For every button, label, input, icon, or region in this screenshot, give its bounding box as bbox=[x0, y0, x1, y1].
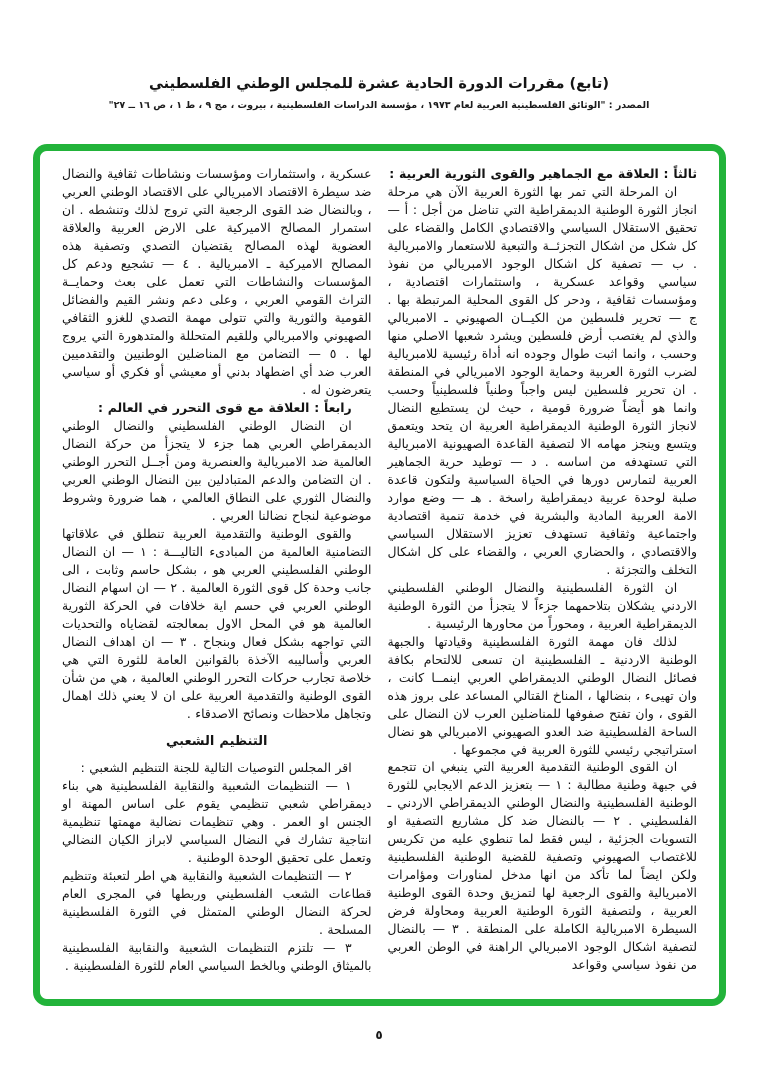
paragraph-continuation: عسكرية ، واستثمارات ومؤسسات ونشاطات ثقافية والنضال ضد سيطرة الاقتصاد الامبريالي على الاقتصاد الوطني العربي ، وبالنضال ضد القوى الرجعية التي تروج لذلك وتنشطه . ان استمرار المصالح الاميركية على الارض العربية والعلاقة العضوية لهذه المصالح يقتضيان التصدي وتصفية هذه المصالح الاميركية ـ الامبريالية . ٤ — تشجيع ودعم كل المؤسسات والنشاطات التي تعمل على بعث وحمايــة التراث القومي العربي ، وعلى دعم ونشر القيم والفضائل القومية والثورية والتي تتولى مهمة التصدي للغزو الثقافي الصهيوني والامبريالي وللقيم المتحللة والمتدهورة التي يروج لها . ٥ — التضامن مع المناضلين الوطنيين والتقدميين العرب ضد أي اضطهاد بدني أو معيشي أو فكري أو سياسي يتعرضون له . bbox=[62, 166, 372, 397]
column-right bbox=[388, 165, 698, 989]
paragraph: ٢ — التنظيمات الشعبية والنقابية هي اطر لتعبئة وتنظيم قطاعات الشعب الفلسطيني وربطها في المجرى العام لحركة النضال الوطني المتمثل في الثورة الفلسطينية المسلحة . bbox=[62, 868, 372, 938]
section-heading-third: ثالثاً : العلاقة مع الجماهير والقوى الثورية العربية : bbox=[389, 166, 697, 181]
content-border-box bbox=[33, 144, 726, 1006]
paragraph: لذلك فان مهمة الثورة الفلسطينية وقيادتها والجبهة الوطنية الاردنية ـ الفلسطينية ان تسعى للالتحام بكافة فصائل النضال الوطني الديمقراطي العربي اينمــا كانت ، وان تهيىء ، بنضالها ، المناخ القتالي المساعد على بروز هذه القوى ، وان تفتح صفوفها للمناضلين العرب لان النضال على الساحة الفلسطينية ضد العدو الصهيوني الامبريالي هو نضال استراتيجي رئيسي للثورة العربية في مجموعها . bbox=[387, 633, 697, 757]
paragraph: ان المرحلة التي تمر بها الثورة العربية الآن هي مرحلة انجاز الثورة الوطنية الديمقراطية التي تناضل من أجل : أ — تحقيق الاستقلال السياسي والاقتصادي الكامل والقضاء على كل شكل من اشكال التجزئــة والتبعية للاستعمار والامبريالية . ب — تصفية كل اشكال الوجود الامبريالي من نفوذ سياسي وقواعد عسكرية ، واستثمارات اقتصادية ، ومؤسسات ثقافية ، ودحر كل القوى المحلية المرتبطة بها . ج — تحرير فلسطين من الكيــان الصهيوني ـ الامبريالي والذي لم يغتصب أرض فلسطين ويشرد شعبها الاصلي منها وحسب ، وانما اثبت طوال وجوده انه أداة رئيسية للامبريالية لضرب الثورة العربية وحماية الوجود الامبريالي في المنطقة . ان تحرير فلسطين ليس واجباً وطنياً فلسطينياً وحسب وانما هو أيضاً ضرورة قومية ، حيث لن يستطيع النضال لانجاز الثورة الوطنية الديمقراطية العربية ان يتحد ويتعمق ويتسع وينجز مهامه الا لتصفية القاعدة الصهيونية الامبريالية التي تستهدفه من اساسه . د — توطيد حرية الجماهير العربية لتمارس دورها في الحياة السياسية ولتكون قاعدة صلبة لوحدة عربية ديمقراطية راسخة . هـ — وضع موارد الامة العربية المادية والبشرية في خدمة تنمية اقتصادية واجتماعية وثقافية تستهدف تعزيز الاستقلال السياسي والاقتصادي ، والحضاري العربي ، والقضاء على كل اشكال التخلف والتجزئة . bbox=[387, 183, 697, 577]
paragraph: والقوى الوطنية والتقدمية العربية تنطلق في علاقاتها التضامنية العالمية من المبادىء التاليـــة : ١ — ان النضال الوطني الفلسطيني العربي هو ، بشكل حاسم وثابت ، الى جانب وحدة كل قوى الثورة العالمية . ٢ — ان اسهام النضال الوطني العربي في حسم اية خلافات في الحركة الثورية العالمية هو في المحل الاول بمعالجته لقضاياه والتحديات التي تواجهه بشكل فعال وبنجاح . ٣ — ان اهداف النضال العربي وأساليبه الآخذة بالقوانين العامة للثورة التي هي خلاصة تجارب حركات التحرر الوطني العالمية ، هي من شأن القوى الوطنية والتقدمية العربية على ان لا يعني ذلك اهمال وتجاهل ملاحظات ونصائح الاصدقاء . bbox=[62, 525, 372, 721]
paragraph: ان النضال الوطني الفلسطيني والنضال الوطني الديمقراطي العربي هما جزء لا يتجزأ من حركة النضال العالمية ضد الامبريالية والعنصرية ومن أجــل التحرر الوطني . ان التضامن والدعم المتبادلين بين النضال الوطني العربي والنضال الثوري على النطاق العالمي ، هما ضرورة وشروط موضوعية لنجاح نضالنا العربي . bbox=[62, 417, 372, 523]
section-heading-popular-organization: التنظيم الشعبي bbox=[165, 733, 268, 749]
two-column-layout bbox=[40, 151, 719, 999]
document-title: (تابع) مقررات الدورة الحادية عشرة للمجلس الوطني الفلسطيني bbox=[149, 76, 609, 92]
paragraph: ١ — التنظيمات الشعبية والنقابية الفلسطينية هي بناء ديمقراطي شعبي تنظيمي يقوم على اساس المهنة او الجنس او العمر . وهي تنظيمات نضالية مهمتها تنظيمية انتاجية تشارك في النضال السياسي لابراز الكيان النضالي وتعمل على تحقيق الوحدة الوطنية . bbox=[62, 778, 372, 866]
paragraph: ٣ — تلتزم التنظيمات الشعبية والنقابية الفلسطينية بالميثاق الوطني وبالخط السياسي العام للثورة الفلسطينية . bbox=[62, 940, 372, 974]
section-heading-fourth: رابعاً : العلاقة مع قوى التحرر في العالم : bbox=[97, 399, 352, 415]
paragraph: ان الثورة الفلسطينية والنضال الوطني الفلسطيني الاردني يشكلان بتلاحمهما جزءاً لا يتجزأ من الثورة الوطنية الديمقراطية العربية ، ومحوراً من محاورها الرئيسية . bbox=[387, 579, 697, 631]
paragraph: اقر المجلس التوصيات التالية للجنة التنظيم الشعبي : bbox=[80, 760, 352, 776]
paragraph: ان القوى الوطنية التقدمية العربية التي ينبغي ان تتجمع في جبهة وطنية مطالبة : ١ — بتعزيز الدعم الايجابي للثورة الوطنية الفلسطينية والنضال الوطني الديمقراطي الاردني ـ الفلسطيني . ٢ — بالنضال ضد كل مشاريع التصفية او التسويات الجزئية ، ليس فقط لما تنطوي عليه من تكريس للاغتصاب الصهيوني وتصفية للقضية الوطنية الفلسطينية ولكن ايضاً لما تأكد من انها مدخل لمناورات ومؤامرات الامبريالية والقوى الرجعية لها لتمزيق وحدة القوى الوطنية العربية ، ولتصفية الثورة الوطنية العربية ومحاولة فرض السيطرة الامبريالية الكاملة على المنطقة . ٣ — بالنضال لتصفية اشكال الوجود الامبريالي الراهنة في الوطن العربي من نفوذ سياسي وقواعد bbox=[387, 759, 698, 973]
source-citation: المصدر : "الوثائق الفلسطينية العربية لعام ١٩٧٣ ، مؤسسة الدراسات الفلسطينية ، بيروت ، مج ٩ ، ط ١ ، ص ١٦ ــ ٢٧" bbox=[108, 100, 650, 111]
page-number: ٥ bbox=[375, 1028, 383, 1042]
column-left bbox=[62, 165, 372, 989]
